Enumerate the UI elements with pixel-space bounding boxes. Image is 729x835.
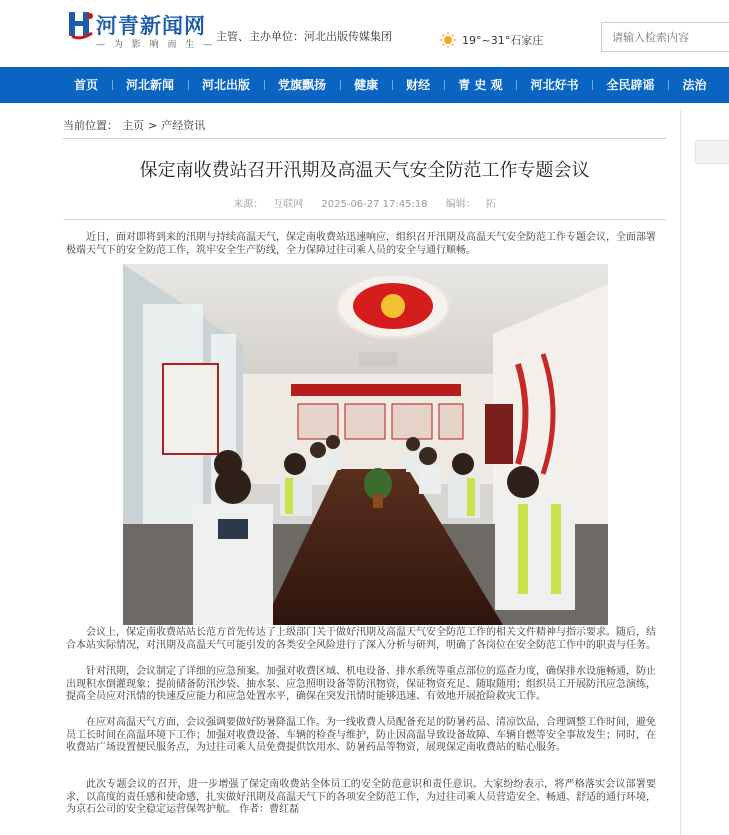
- nav-item-rumor-debunk[interactable]: 全民辟谣: [592, 67, 668, 103]
- logo-text: 河青新闻网: [96, 13, 206, 38]
- site-header: [0, 0, 729, 67]
- editor-field: [441, 199, 501, 210]
- article-paragraph-2: 会议上，保定南收费站站长范方首先传达了上级部门关于做好汛期及高温天气安全防范工作的相关文件精神与指示要求。随后，结合本站实际情况，对汛期及高温天气可能引发的各类安全风险进行了深入分析与研判，明确了各岗位在安全防范工作中的职责与任务。: [66, 627, 656, 651]
- nav-item-hebei-news[interactable]: 河北新闻: [112, 67, 188, 103]
- article-paragraph-5: 此次专题会议的召开，进一步增强了保定南收费站全体员工的安全防范意识和责任意识。大家纷纷表示，将严格落实会议部署要求，以高度的责任感和使命感，扎实做好汛期及高温天气下的各项安全防范工作，为过往司乘人员营造安全、畅通、舒适的通行环境，为京石公司的安全稳定运营保驾护航。 作者：曹红磊: [66, 779, 656, 816]
- editor-value: 拓: [485, 199, 496, 210]
- nav-item-home[interactable]: 首页: [74, 78, 99, 92]
- logo-h-icon: [68, 10, 94, 40]
- nav-item-hebei-books[interactable]: 河北好书: [516, 67, 592, 103]
- article-paragraph-4: 在应对高温天气方面，会议强调要做好防暑降温工作。为一线收费人员配备充足的防暑药品、清凉饮品，合理调整工作时间，避免员工长时间在高温环境下工作；加强对收费设备、车辆的检查与维护，防止因高温导致设备故障、车辆自燃等安全事故发生；同时，在收费站广场设置便民服务点，为过往司乘人员免费提供饮用水、防暑药品等物资，展现保定南收费站的贴心服务。: [66, 717, 656, 754]
- article-paragraph-1: 近日，面对即将到来的汛期与持续高温天气，保定南收费站迅速响应，组织召开汛期及高温天气安全防范工作专题会议，全面部署极端天气下的安全防范工作，筑牢安全生产防线，全力保障过往司乘人员的安全与通行顺畅。: [66, 232, 656, 256]
- nav-item-youth-history[interactable]: 青 史 观: [444, 67, 516, 103]
- editor-label: 编辑：: [445, 199, 476, 210]
- article-photo: [123, 264, 608, 625]
- nav-item-health[interactable]: 健康: [340, 67, 392, 103]
- article-title: 保定南收费站召开汛期及高温天气安全防范工作专题会议: [139, 160, 590, 181]
- sidebar-divider: [680, 110, 681, 835]
- source-field: [228, 199, 308, 210]
- search-input[interactable]: [601, 22, 729, 52]
- meeting-photo-illustration: [123, 264, 608, 625]
- article-meta: [63, 195, 666, 210]
- source-label: 来源：: [233, 199, 264, 210]
- sponsor-text: 主管、主办单位：河北出版传媒集团: [216, 30, 392, 43]
- publish-datetime: 2025-06-27 17:45:18: [321, 199, 428, 210]
- breadcrumb: [63, 117, 666, 139]
- meta-divider: [63, 219, 666, 220]
- article-paragraph-3: 针对汛期，会议制定了详细的应急预案。加强对收费区域、机电设备、排水系统等重点部位的巡查力度，确保排水设施畅通，防止出现积水倒灌现象；提前储备防汛沙袋、抽水泵、应急照明设备等防汛物资，保证物资充足、随取随用；组织员工开展防汛应急演练，提高全员应对汛情的快速反应能力和应急处置水平，确保在突发汛情时能够迅速、有效地开展抢险救灾工作。: [66, 666, 656, 703]
- nav-item-legal[interactable]: 法治: [668, 67, 720, 103]
- breadcrumb-section[interactable]: 产经资讯: [161, 119, 206, 132]
- nav-item-party-flag[interactable]: 党旗飘扬: [264, 67, 340, 103]
- main-nav: [0, 67, 729, 103]
- nav-item-hebei-publishing[interactable]: 河北出版: [188, 67, 264, 103]
- logo-slogan: — 为 影 响 而 生 —: [96, 40, 216, 50]
- sidebar-box: [695, 140, 729, 164]
- breadcrumb-separator: >: [148, 119, 158, 132]
- sun-icon: [440, 32, 456, 48]
- weather-widget: [440, 30, 543, 50]
- breadcrumb-label: 当前位置：: [63, 119, 118, 132]
- site-logo[interactable]: [68, 10, 216, 50]
- source-value: 互联网: [273, 199, 304, 210]
- weather-text: 19°~31°石家庄: [462, 34, 544, 47]
- breadcrumb-home[interactable]: 主页: [122, 119, 144, 132]
- nav-item-finance[interactable]: 财经: [392, 67, 444, 103]
